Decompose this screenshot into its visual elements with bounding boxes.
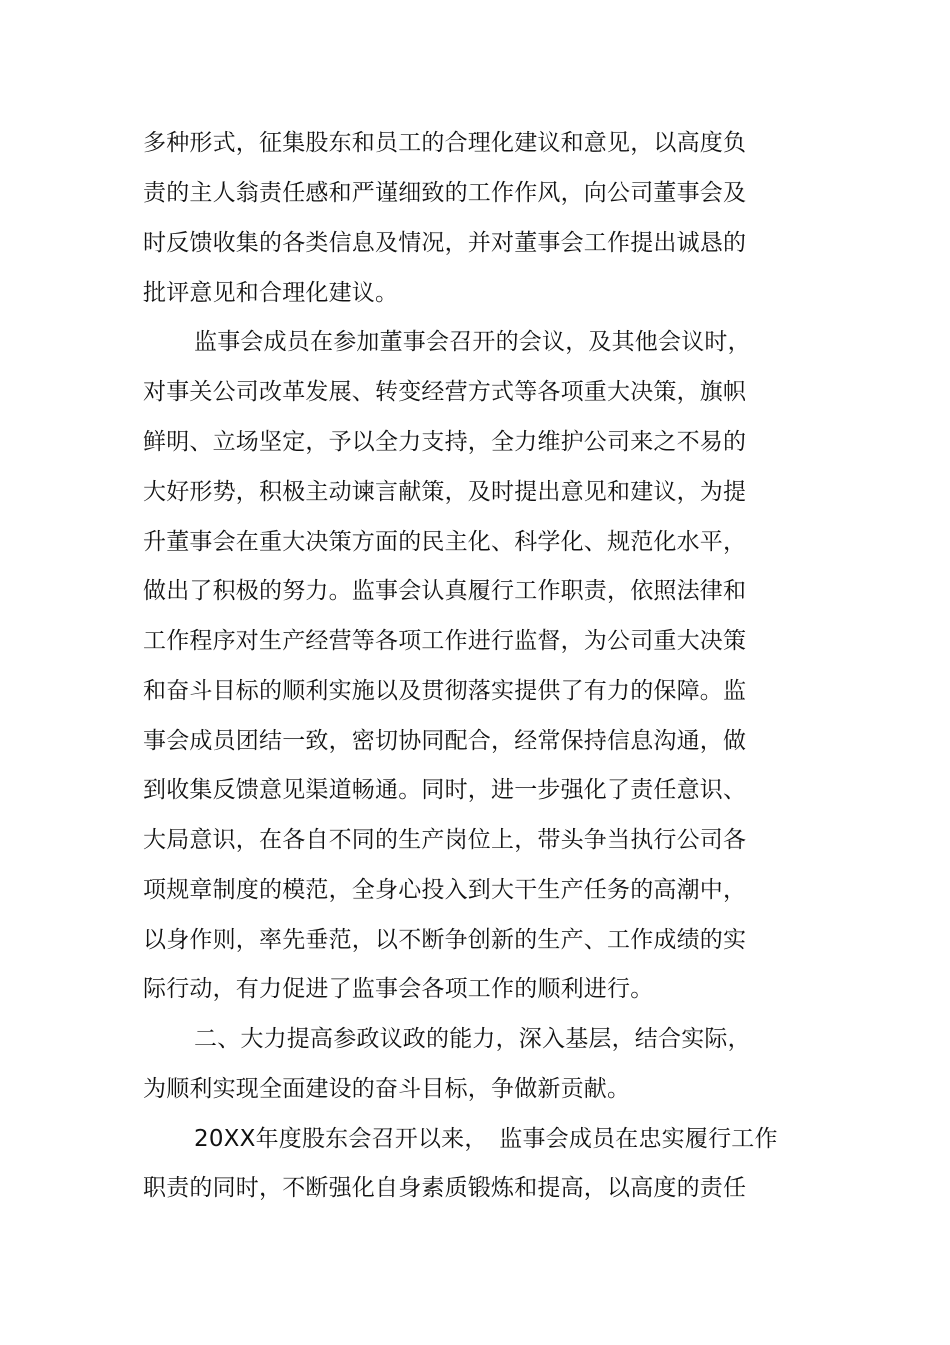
section-heading-line: 二、大力提高参政议政的能力，深入基层，结合实际， — [194, 1026, 751, 1052]
text-line: 时反馈收集的各类信息及情况，并对董事会工作提出诚恳的 — [143, 230, 747, 256]
paragraph-first-line: 监事会成员在参加董事会召开的会议，及其他会议时， — [194, 329, 751, 355]
text-line: 对事关公司改革发展、转变经营方式等各项重大决策，旗帜 — [143, 379, 747, 405]
text-line: 批评意见和合理化建议。 — [143, 280, 399, 306]
text-line: 项规章制度的模范，全身心投入到大干生产任务的高潮中， — [143, 877, 747, 903]
text-line: 大局意识，在各自不同的生产岗位上，带头争当执行公司各 — [143, 827, 747, 853]
text-line: 做出了积极的努力。监事会认真履行工作职责，依照法律和 — [143, 578, 747, 604]
text-line: 多种形式，征集股东和员工的合理化建议和意见，以高度负 — [143, 130, 747, 156]
text-line: 事会成员团结一致，密切协同配合，经常保持信息沟通，做 — [143, 728, 747, 754]
text-line: 到收集反馈意见渠道畅通。同时，进一步强化了责任意识、 — [143, 777, 747, 803]
text-line: 际行动，有力促进了监事会各项工作的顺利进行。 — [143, 976, 654, 1002]
section-heading-line: 为顺利实现全面建设的奋斗目标，争做新贡献。 — [143, 1076, 631, 1102]
text-line: 鲜明、立场坚定，予以全力支持，全力维护公司来之不易的 — [143, 429, 747, 455]
text-line: 以身作则，率先垂范，以不断争创新的生产、工作成绩的实 — [143, 927, 747, 953]
text-line: 职责的同时，不断强化自身素质锻炼和提高，以高度的责任 — [143, 1175, 747, 1201]
text-line: 工作程序对生产经营等各项工作进行监督，为公司重大决策 — [143, 628, 747, 654]
paragraph-first-line: 20XX年度股东会召开以来， 监事会成员在忠实履行工作 — [194, 1126, 778, 1152]
text-line: 大好形势，积极主动谏言献策，及时提出意见和建议，为提 — [143, 479, 747, 505]
text-line: 升董事会在重大决策方面的民主化、科学化、规范化水平， — [143, 529, 747, 555]
text-line: 和奋斗目标的顺利实施以及贯彻落实提供了有力的保障。监 — [143, 678, 747, 704]
text-line: 责的主人翁责任感和严谨细致的工作作风，向公司董事会及 — [143, 180, 747, 206]
